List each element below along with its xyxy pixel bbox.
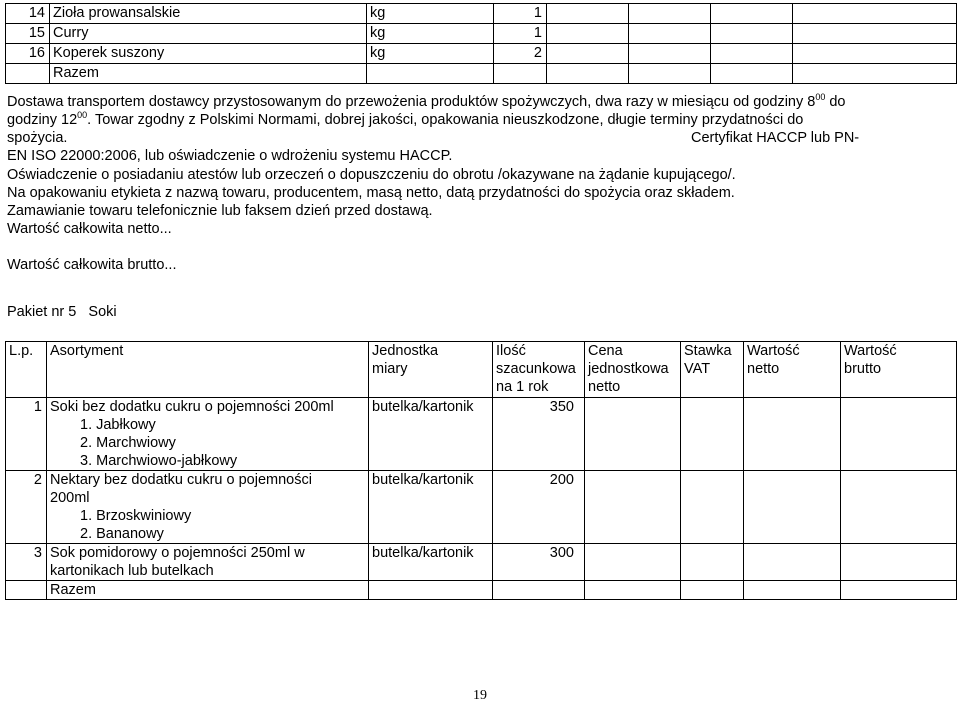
delivery-terms-line-3 [7,129,67,147]
superscript: 00 [77,110,88,120]
superscript: 00 [815,92,826,102]
unit-cell: kg [367,4,494,24]
product-cell [47,544,369,581]
empty-cell [841,581,957,600]
product-name: Curry [50,24,367,44]
page-number: 19 [473,688,487,703]
empty-cell [547,4,629,24]
unit-cell: kg [367,24,494,44]
empty-cell [367,64,494,84]
table-header-row [6,342,957,398]
header-qty [493,342,585,398]
juices-table [5,341,957,600]
total-label: Razem [50,64,367,84]
text-span: spożycia. [7,130,68,146]
header-text: Stawka [684,343,732,359]
quantity-cell: 1 [494,24,547,44]
table-row [6,398,957,471]
table-row [6,4,957,24]
product-name: Sok pomidorowy o pojemności 250ml w [50,545,305,561]
row-number: 3 [6,544,47,581]
variant-item: 1. Jabłkowy [80,417,156,433]
header-unit [369,342,493,398]
text-span: do [825,94,846,110]
empty-cell [6,64,50,84]
total-gross-line: Wartość całkowita brutto... [7,257,177,273]
header-lp: L.p. [6,342,47,398]
empty-cell [681,398,744,471]
empty-cell [744,471,841,544]
empty-cell [681,544,744,581]
table-row [6,44,957,64]
header-vat [681,342,744,398]
total-label: Razem [47,581,369,600]
header-text: Wartość [747,343,800,359]
product-name: Nektary bez dodatku cukru o pojemności [50,472,312,488]
empty-cell [793,24,957,44]
table-row-total [6,581,957,600]
quantity-cell: 300 [493,544,585,581]
header-price [585,342,681,398]
table-row-total [6,64,957,84]
header-text: brutto [844,361,882,377]
row-number: 15 [6,24,50,44]
product-name: kartonikach lub butelkach [50,563,214,579]
header-text: jednostkowa [588,361,669,377]
delivery-terms-line-1 [7,93,846,111]
empty-cell [841,471,957,544]
header-text: netto [747,361,780,377]
header-text: Cena [588,343,623,359]
unit-cell: butelka/kartonik [369,398,493,471]
empty-cell [681,471,744,544]
spices-table [5,3,957,84]
variant-item: 1. Brzoskwiniowy [80,508,192,524]
empty-cell [585,581,681,600]
delivery-terms-line-7: Zamawianie towaru telefonicznie lub faksem dzień przed dostawą. [7,203,433,219]
variant-item: 2. Marchwiowy [80,435,176,451]
header-text: szacunkowa [496,361,576,377]
empty-cell [711,24,793,44]
product-name: Zioła prowansalskie [50,4,367,24]
empty-cell [369,581,493,600]
header-text: na 1 rok [496,379,549,395]
empty-cell [711,44,793,64]
empty-cell [585,471,681,544]
row-number: 1 [6,398,47,471]
text-span: godziny 12 [7,112,78,128]
header-gross [841,342,957,398]
unit-cell: butelka/kartonik [369,471,493,544]
empty-cell [629,64,711,84]
table-row [6,24,957,44]
delivery-terms-line-5: Oświadczenie o posiadaniu atestów lub orzeczeń o dopuszczeniu do obrotu /okazywane na żądanie kupującego/. [7,167,736,183]
row-number: 14 [6,4,50,24]
table-row [6,471,957,544]
row-number: 16 [6,44,50,64]
empty-cell [629,44,711,64]
header-text: Wartość [844,343,897,359]
header-name: Asortyment [47,342,369,398]
header-text: netto [588,379,621,395]
empty-cell [793,64,957,84]
quantity-cell: 350 [493,398,585,471]
row-number: 2 [6,471,47,544]
product-name: Koperek suszony [50,44,367,64]
empty-cell [6,581,47,600]
empty-cell [547,24,629,44]
unit-cell: butelka/kartonik [369,544,493,581]
empty-cell [681,581,744,600]
header-text: miary [372,361,408,377]
quantity-cell: 1 [494,4,547,24]
text-span: . Towar zgodny z Polskimi Normami, dobrej jakości, opakowania nieuszkodzone, długie terminy przydatności do [87,112,804,128]
empty-cell [793,4,957,24]
header-text: Jednostka [372,343,439,359]
product-cell [47,471,369,544]
empty-cell [744,581,841,600]
empty-cell [744,398,841,471]
variant-item: 2. Bananowy [80,526,164,542]
empty-cell [841,398,957,471]
empty-cell [493,581,585,600]
header-text: VAT [684,361,711,377]
table-row [6,544,957,581]
delivery-terms-line-2 [7,111,803,129]
empty-cell [547,64,629,84]
header-text: Ilość [496,343,526,359]
empty-cell [585,398,681,471]
empty-cell [711,64,793,84]
text-span: Dostawa transportem dostawcy przystosowanym do przewożenia produktów spożywczych, dwa razy w miesiącu od godziny 8 [7,94,816,110]
empty-cell [711,4,793,24]
empty-cell [547,44,629,64]
certificate-text: Certyfikat HACCP lub PN- [691,130,860,146]
empty-cell [841,544,957,581]
empty-cell [744,544,841,581]
product-name: 200ml [50,490,90,506]
delivery-terms-line-6: Na opakowaniu etykieta z nazwą towaru, producentem, masą netto, datą przydatności do spożycia oraz składem. [7,185,735,201]
total-net-line: Wartość całkowita netto... [7,221,172,237]
empty-cell [494,64,547,84]
empty-cell [629,4,711,24]
empty-cell [585,544,681,581]
product-name: Soki bez dodatku cukru o pojemności 200ml [50,399,334,415]
unit-cell: kg [367,44,494,64]
variant-item: 3. Marchwiowo-jabłkowy [80,453,238,469]
quantity-cell: 200 [493,471,585,544]
header-net [744,342,841,398]
delivery-terms-line-4: EN ISO 22000:2006, lub oświadczenie o wdrożeniu systemu HACCP. [7,148,453,164]
empty-cell [629,24,711,44]
product-cell [47,398,369,471]
empty-cell [793,44,957,64]
package-heading: Pakiet nr 5 Soki [7,304,117,320]
quantity-cell: 2 [494,44,547,64]
